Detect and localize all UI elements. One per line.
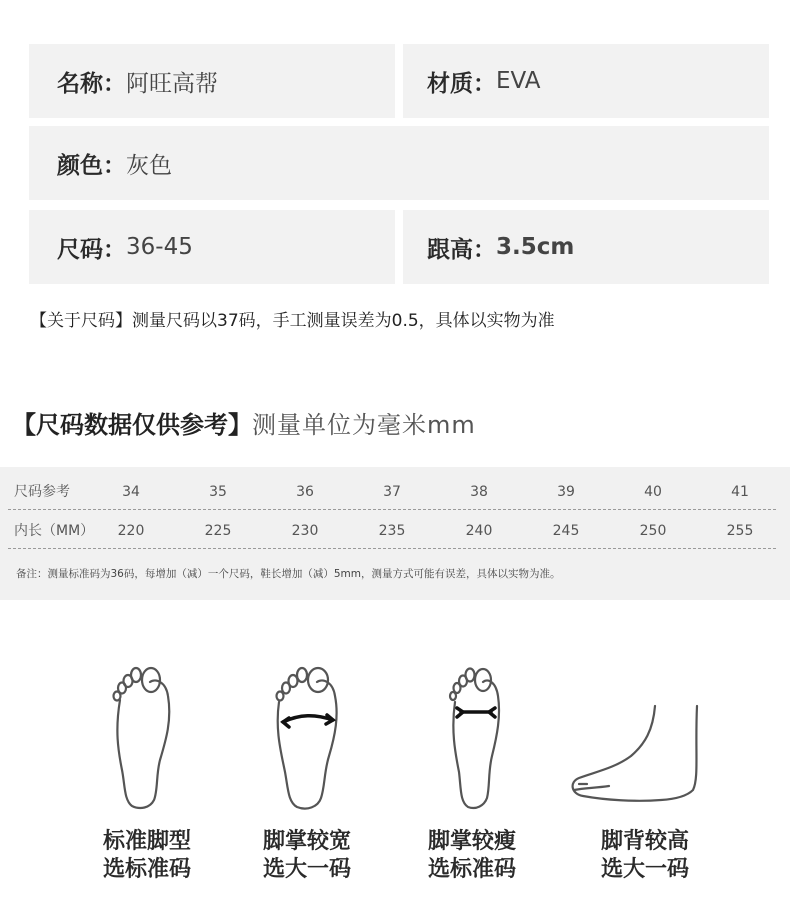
size-cell: 38: [470, 484, 488, 500]
spec-size-value: 36-45: [126, 234, 193, 260]
table-divider: [8, 548, 776, 549]
spec-material: [403, 44, 769, 118]
high-instep-foot-icon: [565, 660, 715, 820]
spec-name-value: 阿旺高帮: [126, 70, 218, 97]
size-cell: 35: [209, 484, 227, 500]
spec-name-label: 名称：: [57, 70, 126, 97]
size-cell: 37: [383, 484, 401, 500]
spec-name: [29, 44, 395, 118]
size-cell: 40: [644, 484, 662, 500]
caption-line1: 脚掌较瘦: [427, 829, 516, 854]
wide-foot-icon: [245, 660, 375, 820]
spec-size: [29, 210, 395, 284]
caption-line1: 标准脚型: [102, 829, 191, 854]
foot-caption-standard: [72, 828, 222, 884]
caption-line1: 脚掌较宽: [262, 829, 351, 854]
length-row-label: 内长（MM）: [14, 523, 95, 539]
spec-heel: [403, 210, 769, 284]
foot-caption-wide: [232, 828, 382, 884]
size-row-label: 尺码参考: [14, 484, 70, 500]
length-cell: 235: [378, 523, 406, 539]
standard-foot-icon: [80, 660, 210, 820]
size-table-title: [12, 405, 476, 440]
spec-color-label: 颜色：: [57, 152, 126, 179]
spec-color: [29, 126, 769, 200]
size-cell: 41: [731, 484, 749, 500]
length-cell: 250: [639, 523, 667, 539]
narrow-foot-icon: [413, 660, 543, 820]
length-cell: 220: [117, 523, 145, 539]
size-cell: 36: [296, 484, 314, 500]
spec-heel-label: 跟高：: [427, 236, 496, 263]
size-cell: 34: [122, 484, 140, 500]
caption-line2: 选标准码: [427, 857, 516, 882]
caption-line2: 选标准码: [102, 857, 191, 882]
length-cell: 245: [552, 523, 580, 539]
length-cell: 225: [204, 523, 232, 539]
spec-size-label: 尺码：: [57, 236, 126, 263]
spec-color-value: 灰色: [126, 152, 172, 179]
length-row: [0, 514, 790, 548]
size-table-title-rest: 测量单位为毫米mm: [252, 411, 476, 439]
caption-line1: 脚背较高: [600, 829, 689, 854]
size-cell: 39: [557, 484, 575, 500]
size-table-title-bold: 【尺码数据仅供参考】: [12, 411, 252, 439]
size-note: 【关于尺码】测量尺码以37码，手工测量误差为0.5，具体以实物为准: [30, 311, 555, 331]
foot-caption-narrow: [397, 828, 547, 884]
size-row: [0, 475, 790, 509]
length-cell: 240: [465, 523, 493, 539]
table-footnote: 备注：测量标准码为36码，每增加（减）一个尺码，鞋长增加（减）5mm，测量方式可能有误差，具体以实物为准。: [16, 568, 561, 580]
spec-heel-value: 3.5cm: [496, 234, 575, 260]
spec-material-label: 材质：: [427, 70, 496, 97]
table-divider: [8, 509, 776, 510]
foot-caption-high-instep: [570, 828, 720, 884]
size-table: [0, 467, 790, 600]
length-cell: 230: [291, 523, 319, 539]
caption-line2: 选大一码: [600, 857, 689, 882]
spec-material-value: EVA: [496, 68, 541, 94]
length-cell: 255: [726, 523, 754, 539]
caption-line2: 选大一码: [262, 857, 351, 882]
